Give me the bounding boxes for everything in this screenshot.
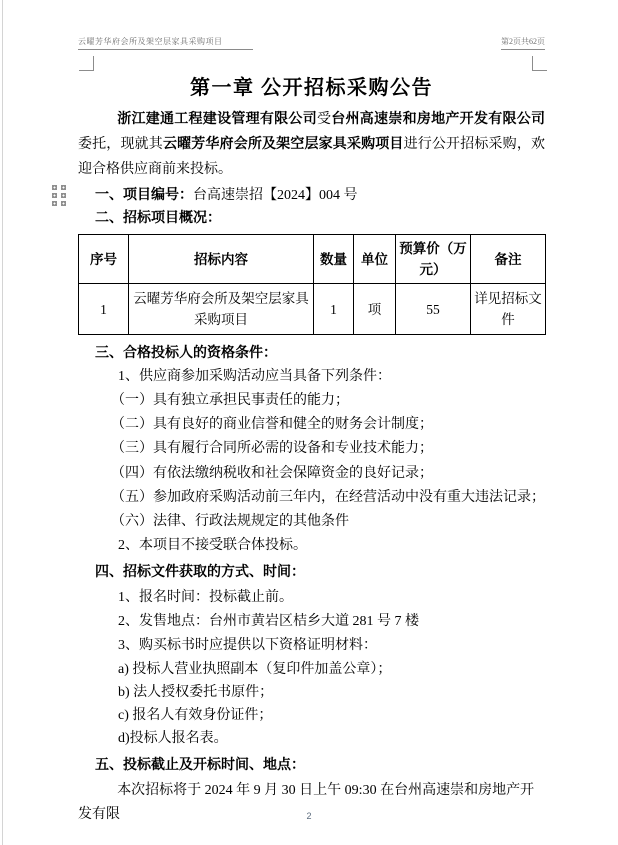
condition-3: （三）具有履行合同所必需的设备和专业技术能力；	[111, 441, 433, 457]
condition-2: （二）具有良好的商业信誉和健全的财务会计制度；	[111, 417, 433, 433]
margin-crop-mark-right	[532, 56, 547, 71]
client-name: 台州高速崇和房地产开发有限公司	[331, 112, 546, 127]
table-header-row	[79, 235, 546, 284]
material-d: d)投标人报名表。	[118, 731, 228, 747]
section-3-item-2: 2、本项目不接受联合体投标。	[118, 538, 307, 554]
cell-unit: 项	[354, 284, 396, 335]
section-5-paragraph: 本次招标将于 2024 年 9 月 30 日上午 09:30 在台州高速崇和房地产开发有限	[78, 783, 535, 823]
bid-overview-table	[78, 234, 546, 335]
cell-quantity: 1	[314, 284, 354, 335]
drag-handle-icon[interactable]	[52, 185, 66, 206]
col-content: 招标内容	[129, 235, 314, 284]
section-4-item-2: 2、发售地点：台州市黄岩区桔乡大道 281 号 7 楼	[118, 614, 419, 630]
intro-paragraph: 浙江建通工程建设管理有限公司受台州高速崇和房地产开发有限公司委托，现就其云曜芳华府会所及架空层家具采购项目进行公开招标采购，欢迎合格供应商前来投标。	[78, 112, 546, 177]
material-b: b) 法人授权委托书原件；	[118, 685, 274, 701]
chapter-title: 第一章 公开招标采购公告	[190, 77, 433, 99]
section-3-heading: 三、合格投标人的资格条件：	[95, 346, 277, 361]
condition-6: （六）法律、行政法规规定的其他条件	[111, 514, 349, 530]
condition-4: （四）有依法缴纳税收和社会保障资金的良好记录；	[111, 465, 433, 481]
col-budget: 预算价（万元）	[396, 235, 471, 284]
document-content	[78, 76, 545, 827]
agency-name: 浙江建通工程建设管理有限公司	[117, 112, 317, 127]
page-number: 2	[306, 811, 312, 821]
section-1-project-number: 一、项目编号：台高速崇招【2024】004 号	[95, 188, 358, 203]
project-name: 云曜芳华府会所及架空层家具采购项目	[162, 137, 404, 152]
material-c: c) 报名人有效身份证件；	[118, 708, 273, 724]
col-remark: 备注	[471, 235, 546, 284]
material-a: a) 投标人营业执照副本（复印件加盖公章）；	[118, 662, 392, 678]
section-4-heading: 四、招标文件获取的方式、时间：	[95, 565, 305, 581]
header-project-name: 云曜芳华府会所及架空层家具采购项目	[78, 36, 253, 50]
margin-crop-mark-left	[79, 56, 94, 71]
section-2-overview-heading: 二、招标项目概况：	[95, 211, 221, 226]
section-4-item-1: 1、报名时间：投标截止前。	[118, 590, 293, 606]
cell-budget: 55	[396, 284, 471, 335]
cell-content: 云曜芳华府会所及架空层家具采购项目	[129, 284, 314, 335]
cell-serial: 1	[79, 284, 129, 335]
section-4-item-3: 3、购买标书时应提供以下资格证明材料：	[118, 638, 377, 654]
section-3-item-1: 1、供应商参加采购活动应当具备下列条件：	[118, 369, 391, 384]
header-page-info: 第2页共62页	[501, 36, 545, 50]
section-5-heading: 五、投标截止及开标时间、地点：	[95, 758, 305, 774]
condition-1: （一）具有独立承担民事责任的能力；	[111, 393, 349, 408]
document-header	[78, 36, 545, 50]
condition-5: （五）参加政府采购活动前三年内，在经营活动中没有重大违法记录；	[111, 489, 545, 505]
cell-remark: 详见招标文件	[471, 284, 546, 335]
table-row	[79, 284, 546, 335]
col-unit: 单位	[354, 235, 396, 284]
page-edge-line	[2, 0, 3, 845]
col-serial: 序号	[79, 235, 129, 284]
col-quantity: 数量	[314, 235, 354, 284]
